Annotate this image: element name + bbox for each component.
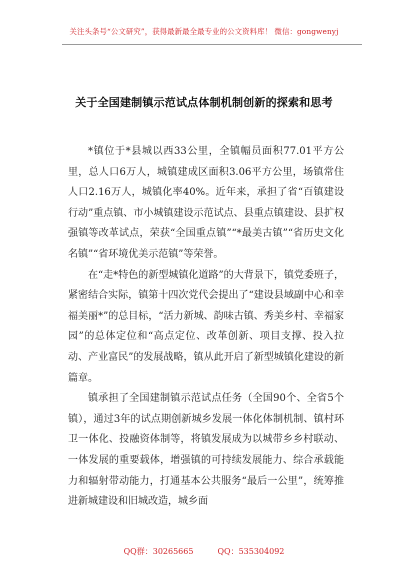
paragraph-1: *镇位于*县城以西33公里，全镇幅员面积77.01平方公里，总人口6万人，城镇建成区面积3.06平方公里，场镇常住人口2.16万人，城镇化率40%。近年来，承担了省“百镇建设行动”重点镇、市小城镇建设示范试点、县重点镇建设、县扩权强镇等改革试点，荣获“全国重点镇”“*最美古镇”“省历史文化名镇”“省环境优美示范镇”等荣誉。 <box>68 146 344 260</box>
header-divider <box>62 44 362 45</box>
paragraph-3: 镇承担了全国建制镇示范试点任务（全国90个、全省5个镇），通过3年的试点期创新城乡发展一体化体制机制、镇村环卫一体化、投融资体制等，将镇发展成为以城带乡乡村联动、一体发展的重要载体，增强镇的可持续发展能力、综合承载能力和辐射带动能力，打通基本公共服务“最后一公里”，统筹推进新城建设和旧城改造，城乡面 <box>68 393 344 508</box>
footer-contact <box>0 546 408 557</box>
paragraph-2: 在“走*特色的新型城镇化道路”的大背景下，镇党委班子，紧密结合实际，镇第十四次党代会提出了“建设县域副中心和幸福美丽*”的总目标，“活力新城、韵味古镇、秀美乡村、幸福家园”的总体定位和“高点定位、改革创新、项目支撑、投入拉动、产业富民”的发展战略，镇从此开启了新型城镇化建设的新篇章。 <box>68 269 344 384</box>
footer-qq-number: QQ：535304092 <box>217 547 285 556</box>
document-body <box>68 142 344 513</box>
document-title: 关于全国建制镇示范试点体制机制创新的探索和思考 <box>75 96 333 109</box>
footer-qq-group: QQ群：30265665 <box>123 547 194 556</box>
header-notice: 关注头条号“公文研究”，获得最新最全最专业的公文资料库！ 微信：gongwenyj <box>69 27 339 36</box>
